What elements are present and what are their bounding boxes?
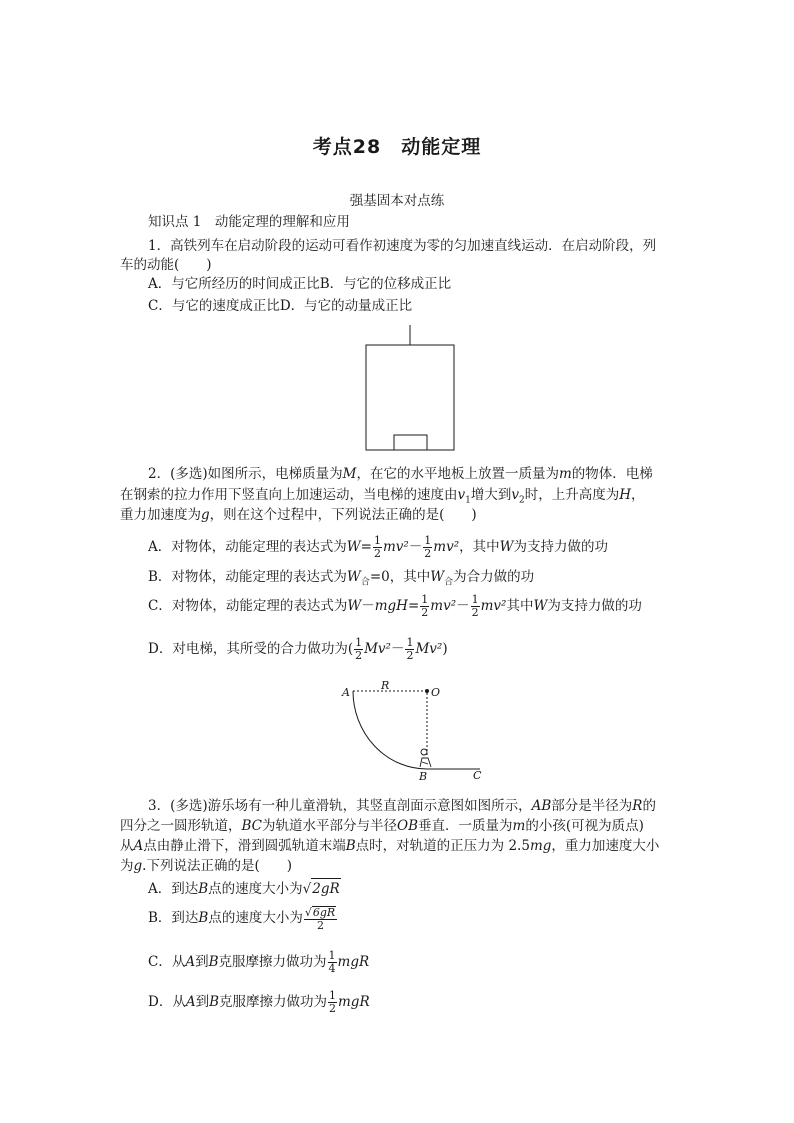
child-body [420,758,431,767]
section-heading: 强基固本对点练 [349,193,445,209]
label-b: B [419,770,428,783]
q2-stem-line3: 重力加速度为g，则在这个过程中，下列说法正确的是( ) [120,507,477,523]
q1-stem-line1: 1．高铁列车在启动阶段的运动可看作初速度为零的匀加速直线运动．在启动阶段，列 [148,238,657,254]
label-r: R [381,679,390,692]
q1-option-a: A．与它所经历的时间成正比 [148,276,320,292]
q1-options-row1 [148,274,451,294]
q3-option-d: D．从A到B克服摩擦力做功为 $\frac{1}{2}$ mgR [148,989,370,1015]
q2-stem-line2: 在钢索的拉力作用下竖直向上加速运动，当电梯的速度由$v_1$增大到$v_2$时，上升高度为H， [120,487,645,506]
label-o: O [431,686,441,699]
arc-track-ab [353,691,427,769]
label-a: A [342,686,350,699]
q3-stem-line1: 3．(多选)游乐场有一种儿童滑轨，其竖直剖面示意图如图所示，AB部分是半径为R的 [148,798,656,814]
label-c: C [473,769,482,782]
q1-option-c: C．与它的速度成正比 [148,298,280,314]
q1-stem-line2: 车的动能( ) [120,257,212,273]
knowledge-point-heading: 知识点 1 动能定理的理解和应用 [148,214,350,230]
q2-option-d: D．对电梯，其所受的合力做功为( $\frac{1}{2}$ Mv²－ $\frac{1}{2}$ Mv²) [148,636,448,662]
q3-option-b: B．到达B点的速度大小为 $\frac{√6gR}{2}$ [148,905,336,932]
q2-option-c: C．对物体，动能定理的表达式为W－mgH= $\frac{1}{2}$ mv²－ $\frac{1}{2}$ mv²其中W为支持力做的功 [148,593,642,619]
elevator-car [366,345,454,450]
q2-option-b: B．对物体，动能定理的表达式为$W_合=0$，其中$W_合$为合力做的功 [148,569,535,588]
page-title: 考点28 动能定理 [312,136,482,158]
q3-stem-line2: 四分之一圆形轨道，BC为轨道水平部分与半径OB垂直．一质量为m的小孩(可视为质点) [120,818,644,834]
q1-options-row2 [148,296,412,316]
q2-stem-line1: 2．(多选)如图所示，电梯质量为M，在它的水平地板上放置一质量为m的物体．电梯 [148,466,653,482]
q1-option-b: B．与它的位移成正比 [319,276,452,292]
q2-option-a: A．对物体，动能定理的表达式为W= $\frac{1}{2}$ mv²－ $\frac{1}{2}$ mv²，其中W为支持力做的功 [148,534,609,560]
q3-option-a: A．到达B点的速度大小为√2gR [148,878,341,899]
child-figure [420,749,431,767]
elevator-figure [365,325,455,455]
center-point-o [425,689,429,693]
q3-stem-line3: 从A点由静止滑下，滑到圆弧轨道末端B点时，对轨道的正压力为 2.5mg，重力加速度大小 [120,838,660,854]
elevator-object-block [394,435,427,450]
child-leg [422,762,428,764]
q3-option-c: C．从A到B克服摩擦力做功为 $\frac{1}{4}$ mgR [148,949,370,975]
child-head [421,749,427,755]
q2-v2-symbol: v [511,487,520,503]
q3-stem-line4: 为g.下列说法正确的是( ) [120,858,292,874]
slide-track-figure [340,679,500,784]
q1-option-d: D．与它的动量成正比 [279,298,413,314]
